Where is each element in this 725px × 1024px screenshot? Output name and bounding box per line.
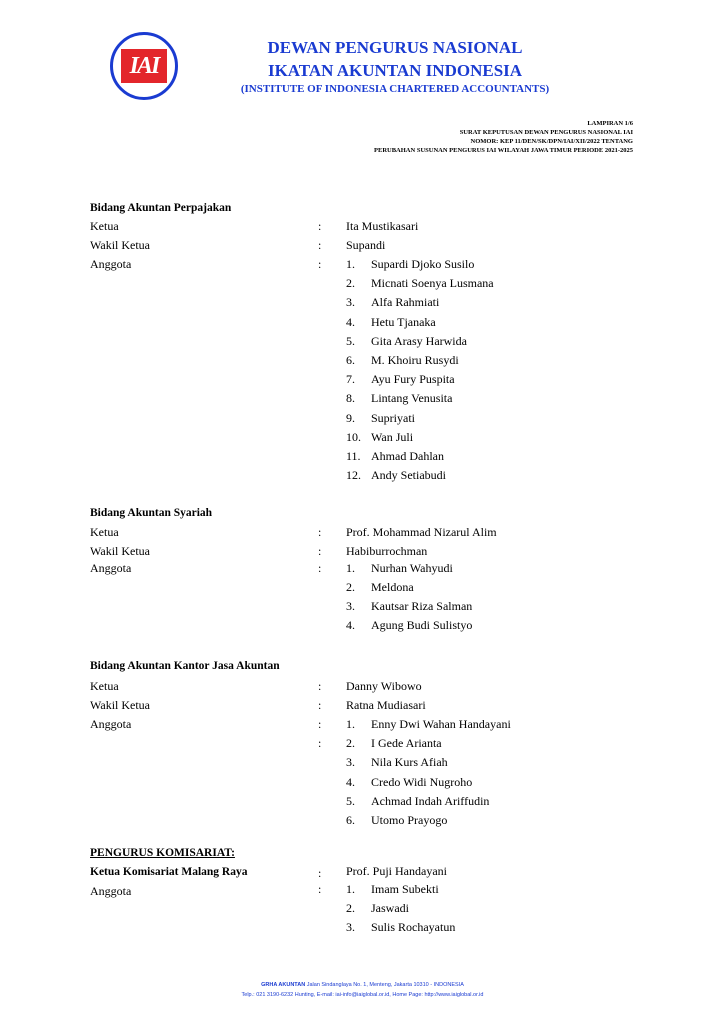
ref-line2: SURAT KEPUTUSAN DEWAN PENGURUS NASIONAL IAI bbox=[459, 129, 633, 136]
colon: : bbox=[318, 698, 322, 712]
member-number: 2. bbox=[346, 580, 355, 594]
member-name: M. Khoiru Rusydi bbox=[371, 353, 459, 367]
member-number: 4. bbox=[346, 774, 355, 789]
member-number: 7. bbox=[346, 372, 355, 387]
member-number: 1. bbox=[346, 561, 355, 575]
member-name: Alfa Rahmiati bbox=[371, 295, 440, 310]
member-number: 4. bbox=[346, 314, 355, 329]
member-name: Kautsar Riza Salman bbox=[371, 599, 473, 613]
member-number: 8. bbox=[346, 391, 355, 406]
anggota-label: Anggota bbox=[90, 717, 132, 731]
logo-mark: IAI bbox=[121, 49, 167, 83]
member-name: Ayu Fury Puspita bbox=[371, 372, 455, 387]
ref-line3: NOMOR: KEP 11/DEN/SK/DPN/IAI/XII/2022 TENTANG bbox=[470, 138, 633, 145]
member-number: 9. bbox=[346, 410, 355, 425]
member-name: Gita Arasy Harwida bbox=[371, 333, 467, 348]
member-number: 2. bbox=[346, 276, 355, 291]
colon: : bbox=[318, 238, 322, 252]
member-number: 3. bbox=[346, 599, 355, 613]
ketua-name: Prof. Mohammad Nizarul Alim bbox=[346, 525, 497, 539]
wakil-label: Wakil Ketua bbox=[90, 698, 151, 712]
wakil-name: Supandi bbox=[346, 238, 386, 252]
wakil-name: Ratna Mudiasari bbox=[346, 698, 426, 712]
section-title: Bidang Akuntan Syariah bbox=[90, 507, 213, 519]
member-name: Meldona bbox=[371, 580, 414, 594]
footer-address bbox=[0, 980, 725, 990]
footer-org: GRHA AKUNTAN bbox=[261, 982, 306, 988]
footer bbox=[0, 980, 725, 1000]
member-number: 3. bbox=[346, 755, 355, 770]
colon: : bbox=[318, 257, 322, 271]
org-title-line3: (INSTITUTE OF INDONESIA CHARTERED ACCOUNTANTS) bbox=[240, 83, 550, 95]
ketua-label: Ketua bbox=[90, 679, 119, 693]
member-name: Hetu Tjanaka bbox=[371, 314, 436, 329]
member-name: Agung Budi Sulistyo bbox=[371, 618, 473, 632]
member-name: Supardi Djoko Susilo bbox=[371, 257, 475, 271]
member-number: 12. bbox=[346, 468, 361, 483]
member-name: I Gede Arianta bbox=[371, 736, 442, 751]
anggota-label: Anggota bbox=[90, 257, 132, 271]
colon: : bbox=[318, 544, 322, 558]
member-name: Achmad Indah Ariffudin bbox=[371, 793, 490, 808]
member-name: Nurhan Wahyudi bbox=[371, 561, 453, 575]
member-number: 2. bbox=[346, 736, 355, 751]
member-number: 10. bbox=[346, 429, 361, 444]
member-number: 3. bbox=[346, 295, 355, 310]
member-name: Sulis Rochayatun bbox=[371, 920, 456, 934]
member-number: 3. bbox=[346, 920, 355, 934]
member-name: Nila Kurs Afiah bbox=[371, 755, 448, 770]
member-number: 1. bbox=[346, 882, 355, 896]
ketua-name: Danny Wibowo bbox=[346, 679, 422, 693]
member-number: 1. bbox=[346, 257, 355, 271]
member-name: Utomo Prayogo bbox=[371, 813, 448, 827]
wakil-name: Habiburrochman bbox=[346, 544, 428, 558]
footer-line1: Jalan Sindanglaya No. 1, Menteng, Jakarta 10310 - INDONESIA bbox=[306, 982, 464, 988]
member-name: Wan Juli bbox=[371, 429, 414, 444]
member-number: 6. bbox=[346, 813, 355, 827]
member-name: Imam Subekti bbox=[371, 882, 439, 896]
member-number: 4. bbox=[346, 618, 355, 632]
org-title-line1: DEWAN PENGURUS NASIONAL bbox=[267, 38, 523, 57]
member-name: Ahmad Dahlan bbox=[371, 449, 444, 463]
org-title-line2: IKATAN AKUNTAN INDONESIA bbox=[267, 61, 523, 80]
member-name: Credo Widi Nugroho bbox=[371, 774, 473, 789]
ref-line1: LAMPIRAN 1/6 bbox=[587, 120, 633, 127]
footer-contact: Telp.: 021 3190-6232 Hunting, E-mail: iai-info@iaiglobal.or.id, Home Page: http://www.iaiglobal.or.id bbox=[241, 992, 484, 998]
komisariat-ketua-name: Prof. Puji Handayani bbox=[346, 864, 447, 878]
ketua-label: Ketua bbox=[90, 219, 119, 233]
colon: : bbox=[318, 561, 322, 575]
colon: : bbox=[318, 736, 322, 750]
komisariat-title: PENGURUS KOMISARIAT: bbox=[90, 847, 235, 859]
iai-logo bbox=[110, 32, 178, 100]
ref-line4: PERUBAHAN SUSUNAN PENGURUS IAI WILAYAH JAWA TIMUR PERIODE 2021-2025 bbox=[374, 147, 633, 154]
section-title: Bidang Akuntan Kantor Jasa Akuntan bbox=[90, 660, 280, 672]
member-number: 5. bbox=[346, 333, 355, 348]
komisariat-ketua-label: Ketua Komisariat Malang Raya bbox=[90, 866, 248, 878]
member-number: 5. bbox=[346, 793, 355, 808]
colon: : bbox=[318, 866, 322, 880]
colon: : bbox=[318, 219, 322, 233]
colon: : bbox=[318, 525, 322, 539]
member-number: 11. bbox=[346, 449, 361, 463]
anggota-label: Anggota bbox=[90, 884, 132, 898]
member-name: Enny Dwi Wahan Handayani bbox=[371, 717, 511, 731]
member-number: 1. bbox=[346, 717, 355, 731]
member-name: Supriyati bbox=[371, 410, 415, 425]
ketua-name: Ita Mustikasari bbox=[346, 219, 419, 233]
member-name: Andy Setiabudi bbox=[371, 468, 446, 483]
section-title: Bidang Akuntan Perpajakan bbox=[90, 202, 232, 214]
member-number: 6. bbox=[346, 353, 355, 367]
colon: : bbox=[318, 882, 322, 896]
member-name: Micnati Soenya Lusmana bbox=[371, 276, 494, 291]
member-name: Jaswadi bbox=[371, 901, 409, 915]
ketua-label: Ketua bbox=[90, 525, 119, 539]
wakil-label: Wakil Ketua bbox=[90, 544, 151, 558]
colon: : bbox=[318, 717, 322, 731]
anggota-label: Anggota bbox=[90, 561, 132, 575]
member-name: Lintang Venusita bbox=[371, 391, 453, 406]
wakil-label: Wakil Ketua bbox=[90, 238, 151, 252]
member-number: 2. bbox=[346, 901, 355, 915]
colon: : bbox=[318, 679, 322, 693]
